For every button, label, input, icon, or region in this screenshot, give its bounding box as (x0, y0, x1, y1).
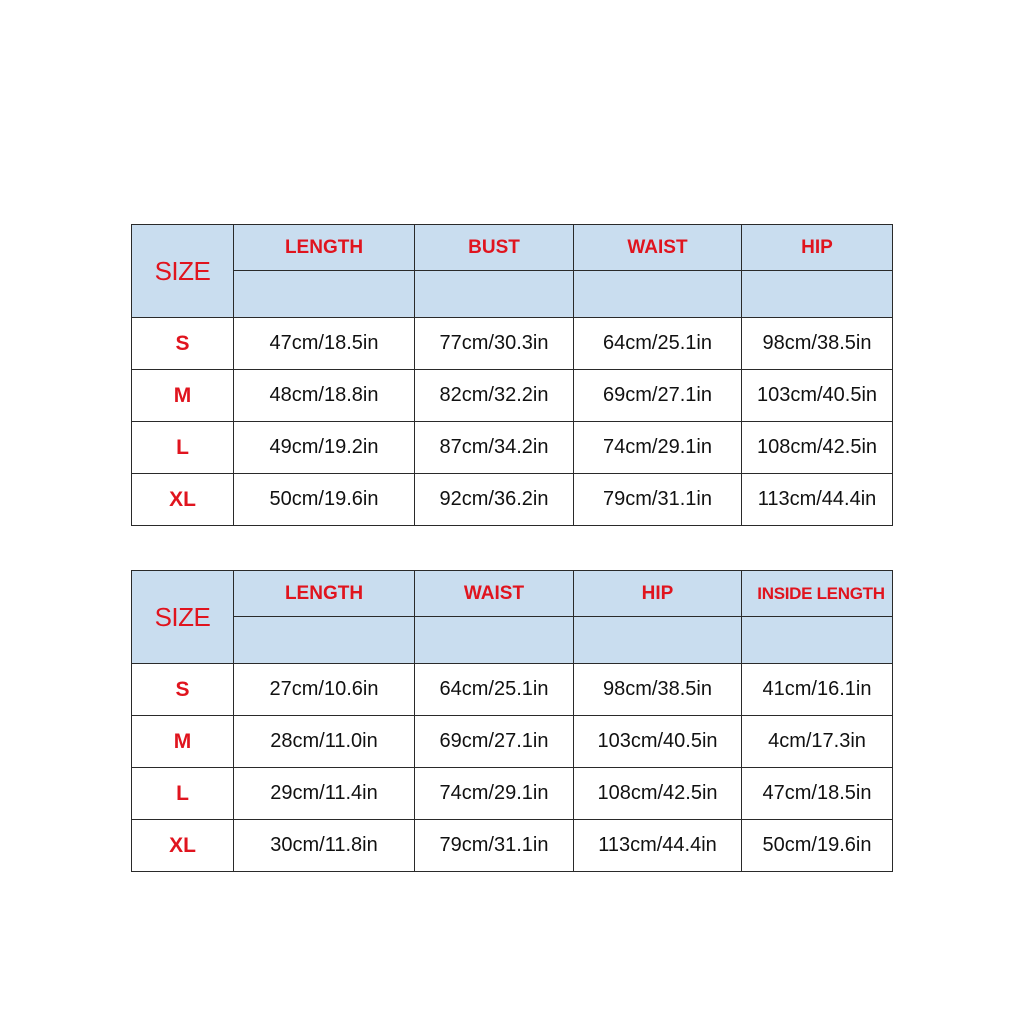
length-value: 50cm/19.6in (234, 474, 415, 526)
size-label: M (132, 716, 234, 768)
bust-value: 92cm/36.2in (415, 474, 574, 526)
column-header-length: LENGTH (234, 571, 415, 617)
header-subrow (132, 617, 893, 664)
header-blank-cell (742, 271, 893, 318)
bust-value: 77cm/30.3in (415, 318, 574, 370)
inside-length-value: 4cm/17.3in (742, 716, 893, 768)
column-header-hip: HIP (742, 225, 893, 271)
size-chart-table-bottom (131, 570, 893, 872)
header-blank-cell (574, 271, 742, 318)
inside-length-value: 47cm/18.5in (742, 768, 893, 820)
hip-value: 113cm/44.4in (574, 820, 742, 872)
table-row-xl (132, 474, 893, 526)
header-blank-cell (574, 617, 742, 664)
waist-value: 64cm/25.1in (574, 318, 742, 370)
bust-value: 82cm/32.2in (415, 370, 574, 422)
hip-value: 98cm/38.5in (742, 318, 893, 370)
size-column-header: SIZE (132, 571, 234, 664)
size-label: S (132, 664, 234, 716)
hip-value: 103cm/40.5in (742, 370, 893, 422)
length-value: 28cm/11.0in (234, 716, 415, 768)
size-chart-table-top (131, 224, 893, 526)
waist-value: 69cm/27.1in (574, 370, 742, 422)
waist-value: 79cm/31.1in (574, 474, 742, 526)
inside-length-value: 41cm/16.1in (742, 664, 893, 716)
header-subrow (132, 271, 893, 318)
bust-value: 87cm/34.2in (415, 422, 574, 474)
hip-value: 108cm/42.5in (742, 422, 893, 474)
table-row-l (132, 422, 893, 474)
table-row-l (132, 768, 893, 820)
table-row-s (132, 664, 893, 716)
hip-value: 98cm/38.5in (574, 664, 742, 716)
table-row-xl (132, 820, 893, 872)
header-blank-cell (415, 617, 574, 664)
column-header-length: LENGTH (234, 225, 415, 271)
table-row-m (132, 370, 893, 422)
waist-value: 64cm/25.1in (415, 664, 574, 716)
size-label: XL (132, 820, 234, 872)
hip-value: 103cm/40.5in (574, 716, 742, 768)
waist-value: 74cm/29.1in (574, 422, 742, 474)
header-blank-cell (234, 617, 415, 664)
size-label: L (132, 768, 234, 820)
waist-value: 79cm/31.1in (415, 820, 574, 872)
length-value: 29cm/11.4in (234, 768, 415, 820)
column-header-hip: HIP (574, 571, 742, 617)
waist-value: 69cm/27.1in (415, 716, 574, 768)
header-row (132, 571, 893, 617)
waist-value: 74cm/29.1in (415, 768, 574, 820)
length-value: 27cm/10.6in (234, 664, 415, 716)
table-row-m (132, 716, 893, 768)
column-header-waist: WAIST (574, 225, 742, 271)
header-blank-cell (742, 617, 893, 664)
size-label: L (132, 422, 234, 474)
size-label: S (132, 318, 234, 370)
header-row (132, 225, 893, 271)
length-value: 30cm/11.8in (234, 820, 415, 872)
hip-value: 113cm/44.4in (742, 474, 893, 526)
column-header-bust: BUST (415, 225, 574, 271)
length-value: 47cm/18.5in (234, 318, 415, 370)
column-header-inside-length: INSIDE LENGTH (742, 571, 893, 617)
length-value: 49cm/19.2in (234, 422, 415, 474)
table-row-s (132, 318, 893, 370)
hip-value: 108cm/42.5in (574, 768, 742, 820)
header-blank-cell (415, 271, 574, 318)
size-label: M (132, 370, 234, 422)
length-value: 48cm/18.8in (234, 370, 415, 422)
column-header-waist: WAIST (415, 571, 574, 617)
size-label: XL (132, 474, 234, 526)
inside-length-value: 50cm/19.6in (742, 820, 893, 872)
header-blank-cell (234, 271, 415, 318)
size-column-header: SIZE (132, 225, 234, 318)
